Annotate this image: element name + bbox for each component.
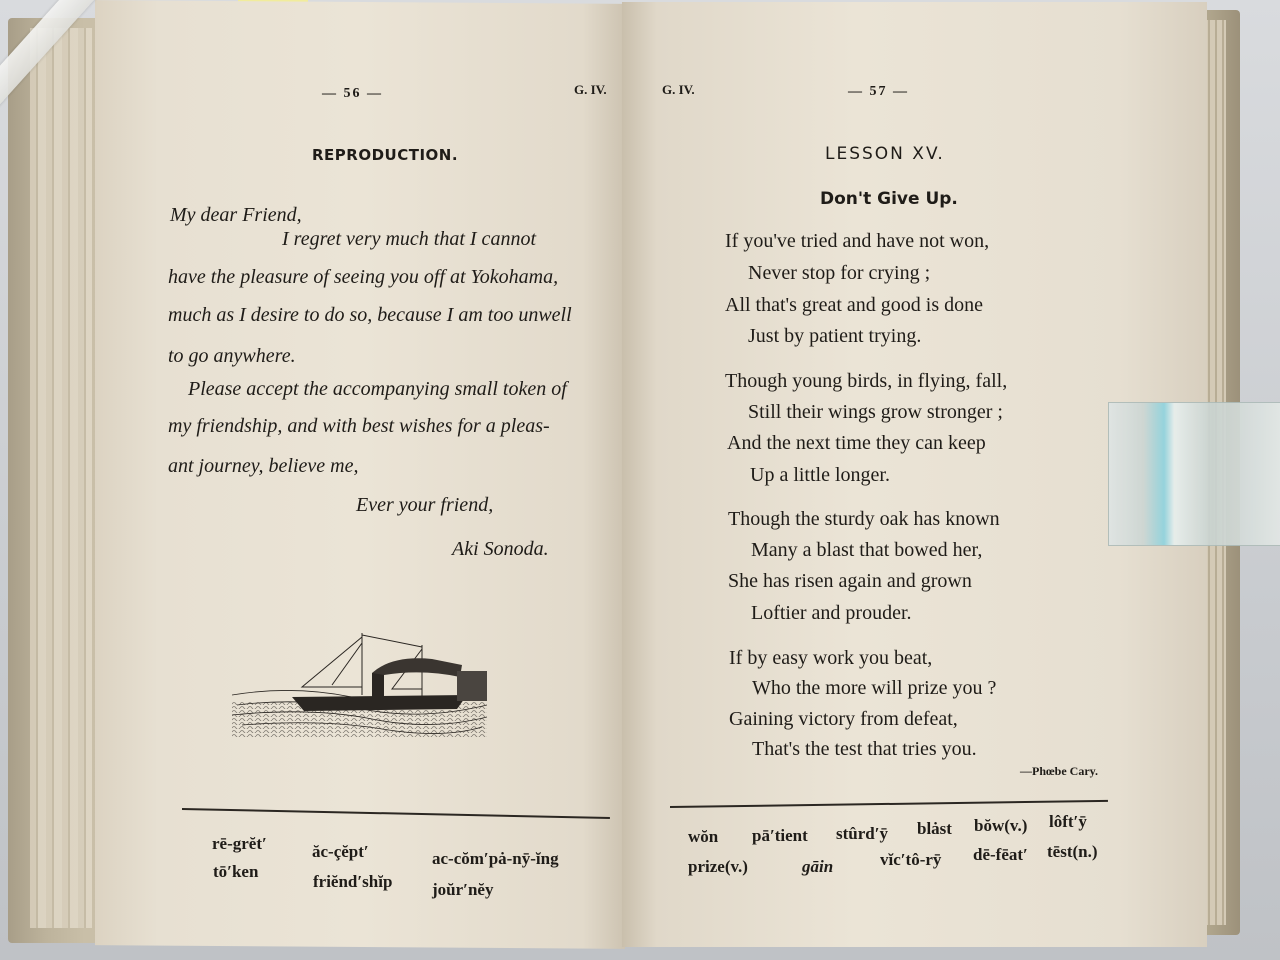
poem-line: That's the test that tries you.: [752, 738, 977, 760]
vocab-word: joŭr′nĕy: [432, 880, 494, 899]
section-heading: REPRODUCTION.: [312, 146, 459, 164]
poem-line: Though young birds, in flying, fall,: [725, 370, 1008, 392]
vocab-word: tō′ken: [213, 862, 259, 881]
vocab-word: tēst(n.): [1047, 842, 1098, 861]
vocab-word: wŏn: [688, 827, 719, 846]
folio-mark-left: G. IV.: [574, 82, 607, 97]
vocab-word: stûrd′ȳ: [836, 824, 889, 843]
poem-line: Still their wings grow stronger ;: [748, 401, 1003, 423]
ship-illustration: [232, 625, 487, 737]
vocab-word: blȧst: [917, 819, 952, 838]
vocab-word: friĕnd′shĭp: [313, 872, 393, 891]
letter-line: ant journey, believe me,: [168, 455, 359, 477]
poem-line: Gaining victory from defeat,: [729, 708, 958, 730]
vocab-word: prize(v.): [688, 857, 748, 876]
lesson-heading: LESSON XV.: [825, 144, 945, 164]
folio-mark-right: G. IV.: [662, 82, 695, 97]
poem-line: Just by patient trying.: [748, 325, 922, 347]
letter-salutation: My dear Friend,: [170, 204, 302, 226]
page-number-value: 56: [343, 86, 362, 101]
poem-line: Who the more will prize you ?: [752, 677, 997, 699]
letter-line: I regret very much that I cannot: [282, 228, 536, 250]
vocab-word: bŏw(v.): [974, 816, 1028, 835]
vocab-word: vĭc′tô-rȳ: [880, 850, 942, 869]
vocab-word: dē-fēat′: [973, 845, 1028, 864]
poem-line: Though the sturdy oak has known: [728, 508, 1000, 530]
vocab-word: lôft′ȳ: [1049, 812, 1087, 831]
poem-line: All that's great and good is done: [725, 294, 983, 316]
poem-line: If by easy work you beat,: [729, 647, 933, 669]
letter-line: have the pleasure of seeing you off at Yokohama,: [168, 266, 559, 288]
letter-line: my friendship, and with best wishes for a pleas-: [168, 415, 550, 437]
vocab-word: ac-cŏm′pȧ-nȳ-ĭng: [432, 849, 559, 868]
page-number-left: — 56 —: [322, 86, 383, 101]
vocab-word: pā′tient: [752, 826, 808, 845]
poem-title: Don't Give Up.: [820, 189, 958, 209]
poem-line: Never stop for crying ;: [748, 262, 931, 284]
poem-line: She has risen again and grown: [728, 570, 972, 592]
poem-line: Loftier and prouder.: [751, 602, 912, 624]
letter-line: much as I desire to do so, because I am too unwell: [168, 304, 572, 326]
vocab-word: rē-grĕt′: [212, 834, 267, 853]
letter-signature: Aki Sonoda.: [452, 538, 549, 560]
poem-line: Many a blast that bowed her,: [751, 539, 983, 561]
poem-line: If you've tried and have not won,: [725, 230, 990, 252]
poem-line: Up a little longer.: [750, 464, 890, 486]
vocab-word: gāin: [802, 857, 834, 876]
letter-line: Please accept the accompanying small token of: [188, 378, 567, 400]
letter-closing: Ever your friend,: [356, 494, 494, 516]
page-number-right: — 57 —: [848, 84, 909, 99]
letter-line: to go anywhere.: [168, 345, 296, 367]
poem-author: —Phœbe Cary.: [1020, 764, 1098, 778]
poem-line: And the next time they can keep: [727, 432, 986, 454]
page-number-value: 57: [869, 84, 888, 99]
glass-page-weight: [1108, 402, 1280, 546]
page-edges-left: [30, 28, 92, 928]
vocab-word: ăc-çĕpt′: [312, 842, 369, 861]
